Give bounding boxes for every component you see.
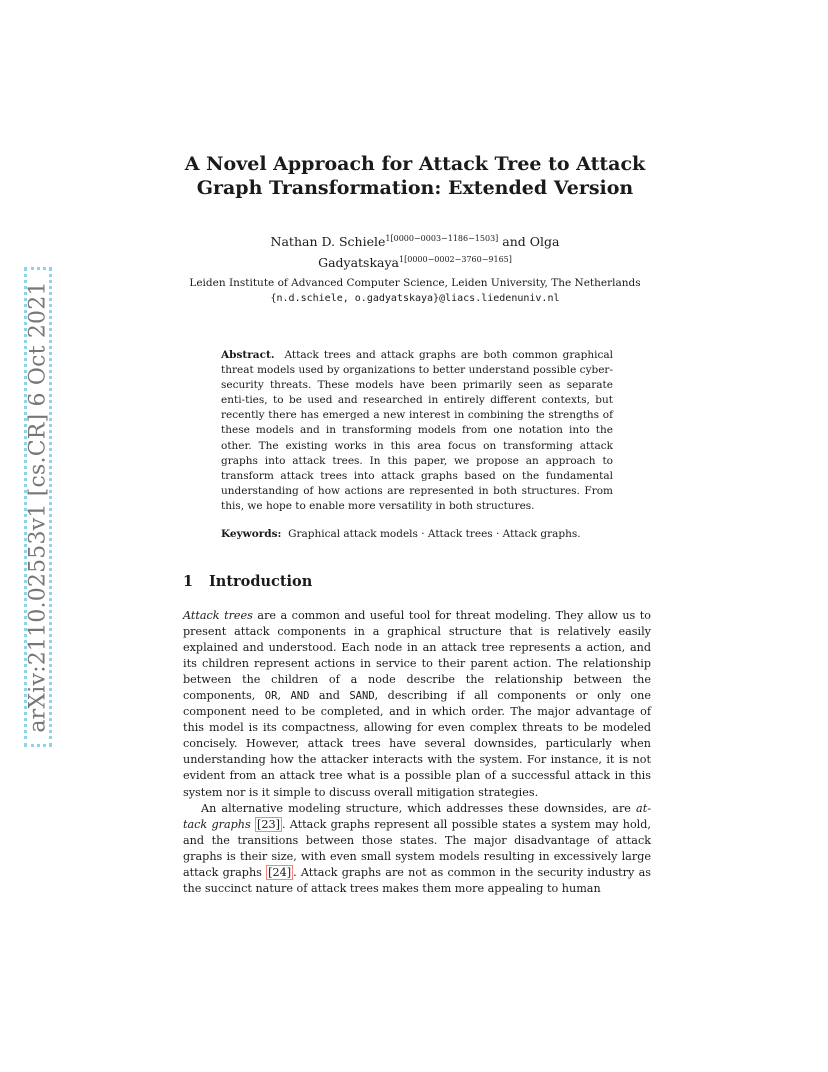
term-attack-trees: Attack trees	[183, 609, 253, 622]
paper-title-line-1: A Novel Approach for Attack Tree to Attack	[184, 153, 646, 175]
introduction-body	[183, 608, 651, 897]
intro-p2-text-b: . Attack graphs represent all possible states a system may hold, and the transitions between those states. The major disadvantage of attack graphs is their size, with even small system models resulting in excessively large attack graphs	[183, 817, 651, 879]
abstract	[221, 348, 613, 514]
intro-paragraph-2	[183, 801, 651, 897]
affiliation-block	[150, 276, 680, 306]
keywords-text: Graphical attack models · Attack trees · Attack graphs.	[288, 528, 581, 540]
keywords	[221, 527, 613, 542]
intro-p1-and: and	[309, 689, 350, 703]
intro-p1-text-b: , describing if all components or only one component need to be completed, and in which order. The major advantage of this model is its compactness, allowing for even complex threats to be modeled concisely. However, attack trees have several downsides, particularly when understanding how the attacker interacts with the system. For instance, it is not evident from an attack tree what is a possible plan of a successful attack in this system nor is it simple to discuss overall mitigation strategies.	[183, 689, 651, 799]
section-heading-introduction	[183, 572, 312, 592]
intro-p1-comma: ,	[277, 689, 291, 703]
intro-paragraph-1	[183, 608, 651, 801]
author-line-2	[150, 251, 680, 272]
citation-link-23[interactable]: [23]	[257, 817, 280, 831]
keyword-or: OR	[264, 690, 278, 703]
intro-p1-text-a: are a common and useful tool for threat modeling. They allow us to present attack components in a graphical structure that is relatively easily explained and understood. Each node in an attack tree represents a action, and its children represent actions in service to their parent action. The relationship between the children of a node describe the relationship between the components,	[183, 609, 651, 703]
author-line-1	[150, 230, 680, 251]
term-attack-graphs: at-tack graphs	[183, 801, 651, 831]
paper-title	[150, 152, 680, 200]
keyword-sand: SAND	[349, 690, 375, 703]
author-conjunction: and Olga	[498, 234, 560, 249]
section-number: 1	[183, 573, 194, 590]
section-title: Introduction	[209, 573, 313, 590]
intro-p2-text-a: An alternative modeling structure, which addresses these downsides, are	[201, 801, 637, 815]
citation-link-24[interactable]: [24]	[268, 865, 292, 879]
author-emails: {n.d.schiele, o.gadyatskaya}@liacs.liedenuniv.nl	[270, 293, 560, 304]
author-2-orcid: 1[0000−0002−3760−9165]	[399, 255, 512, 264]
intro-p2-text-c: . Attack graphs are not as common in the security industry as the succinct nature of attack trees makes them more appealing to human	[183, 865, 652, 895]
author-1-name: Nathan D. Schiele	[270, 234, 386, 249]
abstract-text: Attack trees and attack graphs are both common graphical threat models used by organizations to better understand possible cyber-security threats. These models have been primarily seen as separate enti-ties, to be used and researched in entirely different contexts, but recently there has emerged a new interest in combining the strengths of these models and in transforming models from one notation into the other. The existing works in this area focus on transforming attack graphs into attack trees. In this paper, we propose an approach to transform attack trees into attack graphs based on the fundamental understanding of how actions are represented in both structures. From this, we hope to enable more versatility in both structures.	[221, 349, 613, 512]
arxiv-identifier: arXiv:2110.02553v1 [cs.CR] 6 Oct 2021	[25, 281, 51, 733]
author-list	[150, 230, 680, 272]
author-1-orcid: 1[0000−0003−1186−1503]	[385, 234, 499, 243]
abstract-label: Abstract.	[221, 349, 275, 361]
affiliation: Leiden Institute of Advanced Computer Science, Leiden University, The Netherlands	[189, 277, 641, 289]
keywords-label: Keywords:	[221, 528, 282, 540]
author-2-name: Gadyatskaya	[318, 255, 400, 270]
paper-title-line-2: Graph Transformation: Extended Version	[196, 177, 634, 199]
keyword-and: AND	[290, 690, 310, 703]
